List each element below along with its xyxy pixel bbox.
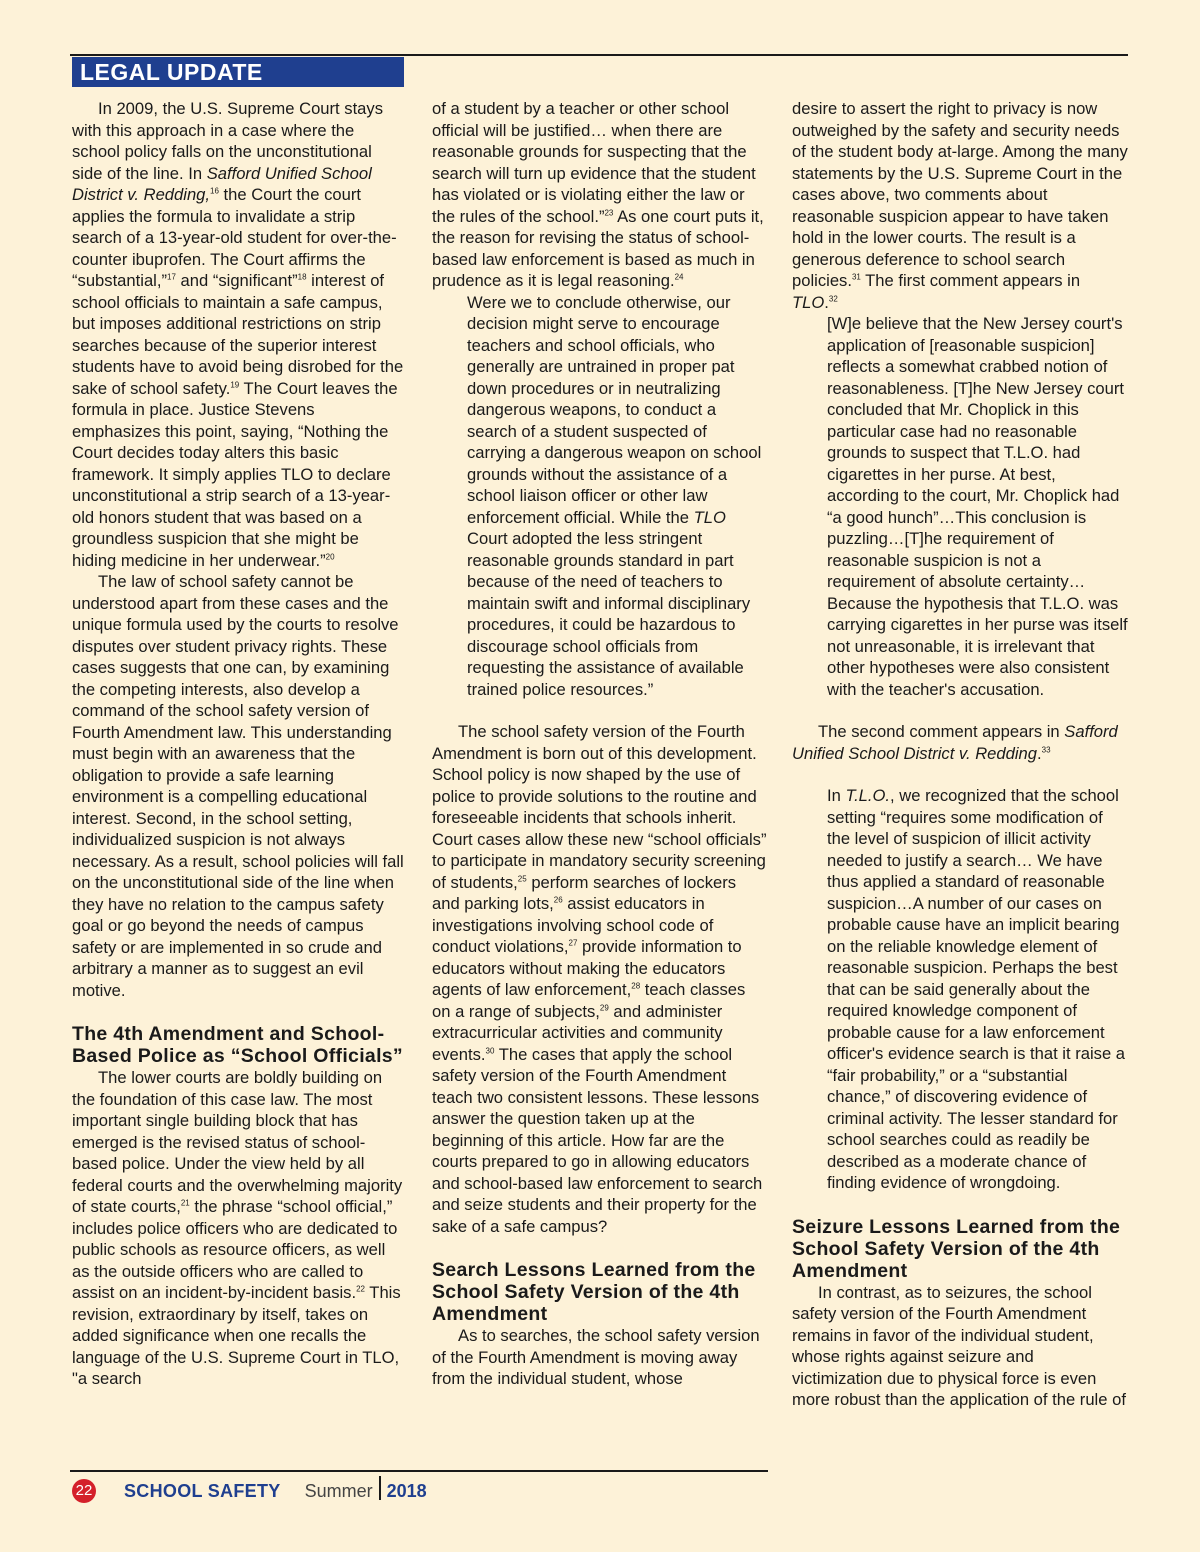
spacer [792, 764, 1128, 785]
paragraph: The law of school safety cannot be understood apart from these cases and the unique formula used by the courts to resolve disputes over student privacy rights. These cases suggests that one can, by examining the competing interests, also develop a command of the school safety version of Fourth Amendment law. This understanding must begin with an awareness that the obligation to provide a safe learning environment is a compelling educational interest. Second, in the school setting, individualized suspicion is not always necessary. As a result, school policies will fall on the unconstitutional side of the line when they have no relation to the campus safety goal or go beyond the needs of campus safety or are implemented in so crude and arbitrary a manner as to suggest an evil motive. [72, 572, 404, 1000]
footnote-ref: 22 [356, 1284, 365, 1294]
paragraph: of a student by a teacher or other school official will be justified… when there are reasonable grounds for suspecting that the search will turn up evidence that the student has violated or is violating either the law or the rules of the school.”$^{23}$ As one court puts it, the reason for revising the status of school-based law enforcement is based as much in prudence as it is legal reasoning.$^{24}$ [432, 99, 764, 290]
section-heading: The 4th Amendment and School-Based Police as “School Officials” [72, 1023, 403, 1067]
section-label: LEGAL UPDATE [72, 57, 404, 87]
footnote-ref: 18 [297, 272, 307, 282]
footnote-ref: 21 [180, 1198, 190, 1208]
footnote-ref: 24 [674, 272, 684, 282]
block-quote: [W]e believe that the New Jersey court's application of [reasonable suspicion] reflects a somewhat crabbed notion of reasonableness. [T]he New Jersey court concluded that Mr. Choplick in this particular case had no reasonable grounds to suspect that T.L.O. had cigarettes in her purse. At best, according to the court, Mr. Choplick had “a good hunch”…This conclusion is puzzling…[T]he requirement of reasonable suspicion is not a requirement of absolute certainty…Because the hypothesis that T.L.O. was carrying cigarettes in her purse was itself not unreasonable, it is irrelevant that other hypotheses were also consistent with the teacher's accusation. [827, 314, 1128, 699]
case-name: Safford Unified School District v. Redding [792, 722, 1118, 763]
paragraph: As to searches, the school safety version of the Fourth Amendment is moving away from the individual student, whose [432, 1326, 760, 1388]
footnote-ref: 32 [828, 293, 838, 303]
column-1 [72, 98, 406, 1443]
page-footer [72, 1478, 427, 1504]
issue-season: Summer [304, 1480, 373, 1501]
section-heading: Search Lessons Learned from the School Safety Version of the 4th Amendment [432, 1259, 756, 1325]
footnote-ref: 29 [599, 1002, 609, 1012]
footnote-ref: 23 [604, 207, 614, 217]
paragraph: The second comment appears in Safford Unified School District v. Redding.$^{33}$ [792, 722, 1118, 763]
footnote-ref: 27 [568, 938, 578, 948]
paragraph: In contrast, as to seizures, the school safety version of the Fourth Amendment remains in favor of the individual student, whose rights against seizure and victimization due to physical force is even more robust than the application of the rule of [792, 1282, 1126, 1409]
case-name: Safford Unified School District v. Redding, [72, 163, 372, 204]
section-heading: Seizure Lessons Learned from the School Safety Version of the 4th Amendment [792, 1215, 1121, 1282]
paragraph: desire to assert the right to privacy is now outweighed by the safety and security needs of the student body at-large. Among the many statements by the U.S. Supreme Court in the cases above, two comments about reasonable suspicion appear to have taken hold in the lower courts. The result is a generous deference to school search policies.$^{31}$ The first comment appears in TLO.$^{32}$ [792, 99, 1128, 312]
publication-name: SCHOOL SAFETY [124, 1480, 281, 1501]
footnote-ref: 31 [851, 272, 861, 282]
footnote-ref: 17 [167, 272, 176, 282]
footnote-ref: 20 [325, 551, 335, 561]
block-quote: Were we to conclude otherwise, our decision might serve to encourage teachers and school officials, who generally are untrained in proper pat down procedures or in neutralizing dangerous weapons, to conduct a search of a student suspected of carrying a dangerous weapon on school grounds without the assistance of a school liaison officer or other law enforcement official. While the TLO Court adopted the less stringent reasonable grounds standard in part because of the need of teachers to maintain swift and informal disciplinary procedures, it could be hazardous to discourage school officials from requesting the assistance of available trained police resources.” [467, 292, 762, 699]
page-number: 22 [72, 1479, 96, 1503]
footnote-ref: 25 [517, 873, 527, 883]
footnote-ref: 33 [1041, 744, 1051, 754]
footnote-ref: 28 [631, 981, 641, 991]
block-quote: In T.L.O., we recognized that the school setting “requires some modification of the level of suspicion of illicit activity needed to justify a search… We have thus applied a standard of reasonable suspicion…A number of our cases on probable cause have an implicit bearing on the reliable knowledge element of reasonable suspicion. Perhaps the best that can be said generally about the required knowledge component of probable cause for a law enforcement officer's evidence search is that it raise a “fair probability,” or a “substantial chance,” of discovering evidence of criminal activity. The lesser standard for school searches could as readily be described as a moderate chance of finding evidence of wrongdoing. [827, 786, 1126, 1192]
footnote-ref: 30 [485, 1045, 495, 1055]
paragraph: The school safety version of the Fourth Amendment is born out of this development. School policy is now shaped by the use of police to provide solutions to the routine and foreseeable incidents that schools inherit. Court cases allow these new “school officials” to participate in mandatory security screening of students,$^{25}$ perform searches of lockers and parking lots,$^{26}$ assist educators in investigations involving school code of conduct violations,$^{27}$ provide information to educators without making the educators agents of law enforcement,$^{28}$ teach classes on a range of subjects,$^{29}$ and administer extracurricular activities and community events.$^{30}$ The cases that apply the school safety version of the Fourth Amendment teach two consistent lessons. These lessons answer the question taken up at the beginning of this article. How far are the courts prepared to go in allowing educators and school-based law enforcement to search and seize students and their property for the sake of a safe campus? [432, 722, 767, 1236]
footnote-ref: 26 [553, 895, 563, 905]
footnote-ref: 16 [210, 186, 219, 196]
bottom-rule [70, 1470, 768, 1472]
issue-year: 2018 [386, 1480, 427, 1501]
paragraph: The lower courts are boldly building on the foundation of this case law. The most important single building block that has emerged is the revised status of school-based police. Under the view held by all federal courts and the overwhelming majority of state courts,$^{21}$ the phrase “school official,” includes police officers who are dedicated to public schools as resource officers, as well as the outside officers who are called to assist on an incident-by-incident basis.$^{22}$ This revision, extraordinary by itself, takes on added significance when one recalls the language of the U.S. Supreme Court in TLO, "a search [72, 1068, 403, 1388]
paragraph: In 2009, the U.S. Supreme Court stays with this approach in a case where the school policy falls on the unconstitutional side of the line. In Safford Unified School District v. Redding,$^{16}$ the Court the court applies the formula to invalidate a strip search of a 13-year-old student for over-the-counter ibuprofen. The Court affirms the “substantial,”$^{17}$ and “significant”$^{18}$ interest of school officials to maintain a safe campus, but imposes additional restrictions on strip searches because of the superior interest students have to avoid being disrobed for the sake of school safety.$^{19}$ The Court leaves the formula in place. Justice Stevens emphasizes this point, saying, “Nothing the Court decides today alters this basic framework. It simply applies TLO to declare unconstitutional a strip search of a 13-year-old honors student that was based on a groundless suspicion that she might be hiding medicine in her underwear.”$^{20}$ [72, 99, 404, 570]
column-3 [792, 98, 1128, 1443]
footnote-ref: 19 [230, 379, 240, 389]
column-2 [432, 98, 768, 1443]
top-rule [70, 54, 1128, 56]
divider [379, 1476, 381, 1500]
